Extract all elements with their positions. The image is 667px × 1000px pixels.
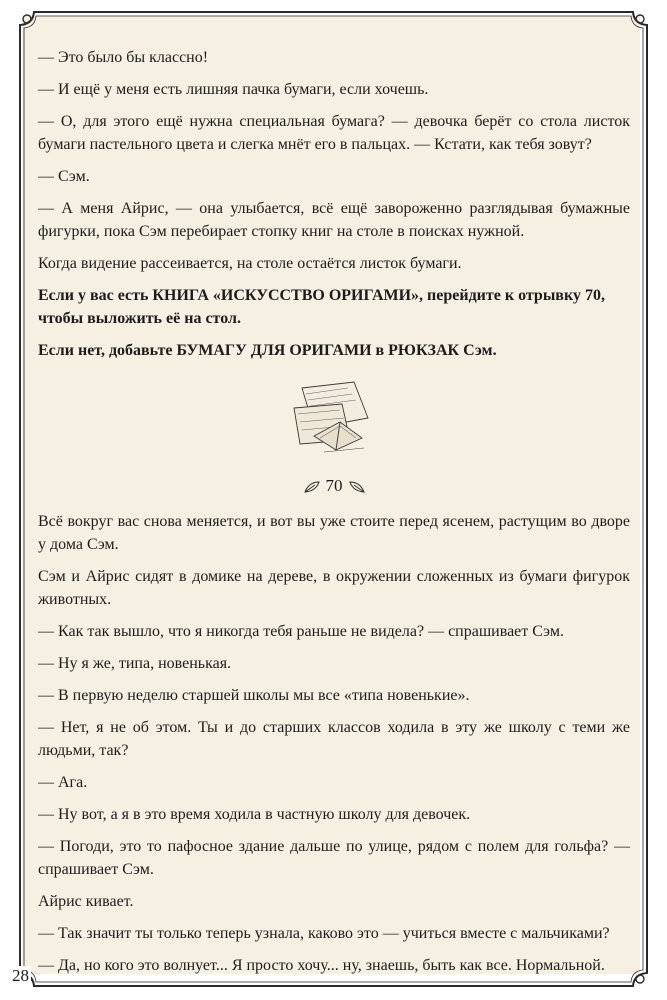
paragraph: — Ага. [38,774,88,791]
paragraph: — В первую неделю старшей школы мы все «типа новенькие». [38,687,470,704]
origami-paper-illustration [284,378,384,458]
paragraph: — Ну вот, а я в это время ходила в частную школу для девочек. [38,806,471,823]
section-number: 70 [325,476,343,495]
page-number: 28 [12,966,29,985]
paragraph: — Погоди, это то пафосное здание дальше по улице, рядом с полем для гольфа? — спрашивает Сэм. [38,838,630,878]
paragraph: Сэм и Айрис сидят в домике на дереве, в окружении сложенных из бумаги фигурок животных. [38,568,630,608]
paragraph: — Да, но кого это волнует... Я просто хочу... ну, знаешь, быть как все. Нормальной. [38,957,605,974]
paragraph: — Это было бы классно! [38,49,209,66]
section-heading [38,474,630,498]
leaf-ornament-icon [349,480,365,494]
paragraph: Когда видение рассеивается, на столе остаётся листок бумаги. [38,255,462,272]
instruction-backpack: Если нет, добавьте БУМАГУ ДЛЯ ОРИГАМИ в РЮКЗАК Сэм. [38,342,497,359]
paragraph: — Ну я же, типа, новенькая. [38,655,232,672]
paragraph: — Сэм. [38,168,90,185]
paragraph: Всё вокруг вас снова меняется, и вот вы уже стоите перед ясенем, растущим во дворе у дома Сэм. [38,513,630,553]
paragraph: — Так значит ты только теперь узнала, каково это — учиться вместе с мальчиками? [38,925,610,942]
paragraph: — О, для этого ещё нужна специальная бумага? — девочка берёт со стола листок бумаги пастельного цвета и слегка мнёт его в пальцах. — Кстати, как тебя зовут? [38,113,630,153]
leaf-ornament-icon [304,480,320,494]
paragraph: Айрис кивает. [38,893,134,910]
paragraph: — И ещё у меня есть лишняя пачка бумаги, если хочешь. [38,81,429,98]
paragraph: — Нет, я не об этом. Ты и до старших классов ходила в эту же школу с теми же людьми, так? [38,719,630,759]
paragraph: — Как так вышло, что я никогда тебя раньше не видела? — спрашивает Сэм. [38,623,564,640]
instruction-book: Если у вас есть КНИГА «ИСКУССТВО ОРИГАМИ», перейдите к отрывку 70, чтобы выложить её на стол. [38,287,605,327]
page-text [38,46,630,986]
paragraph: — А меня Айрис, — она улыбается, всё ещё завороженно разглядывая бумажные фигурки, пока Сэм перебирает стопку книг на столе в поисках нужной. [38,200,630,240]
